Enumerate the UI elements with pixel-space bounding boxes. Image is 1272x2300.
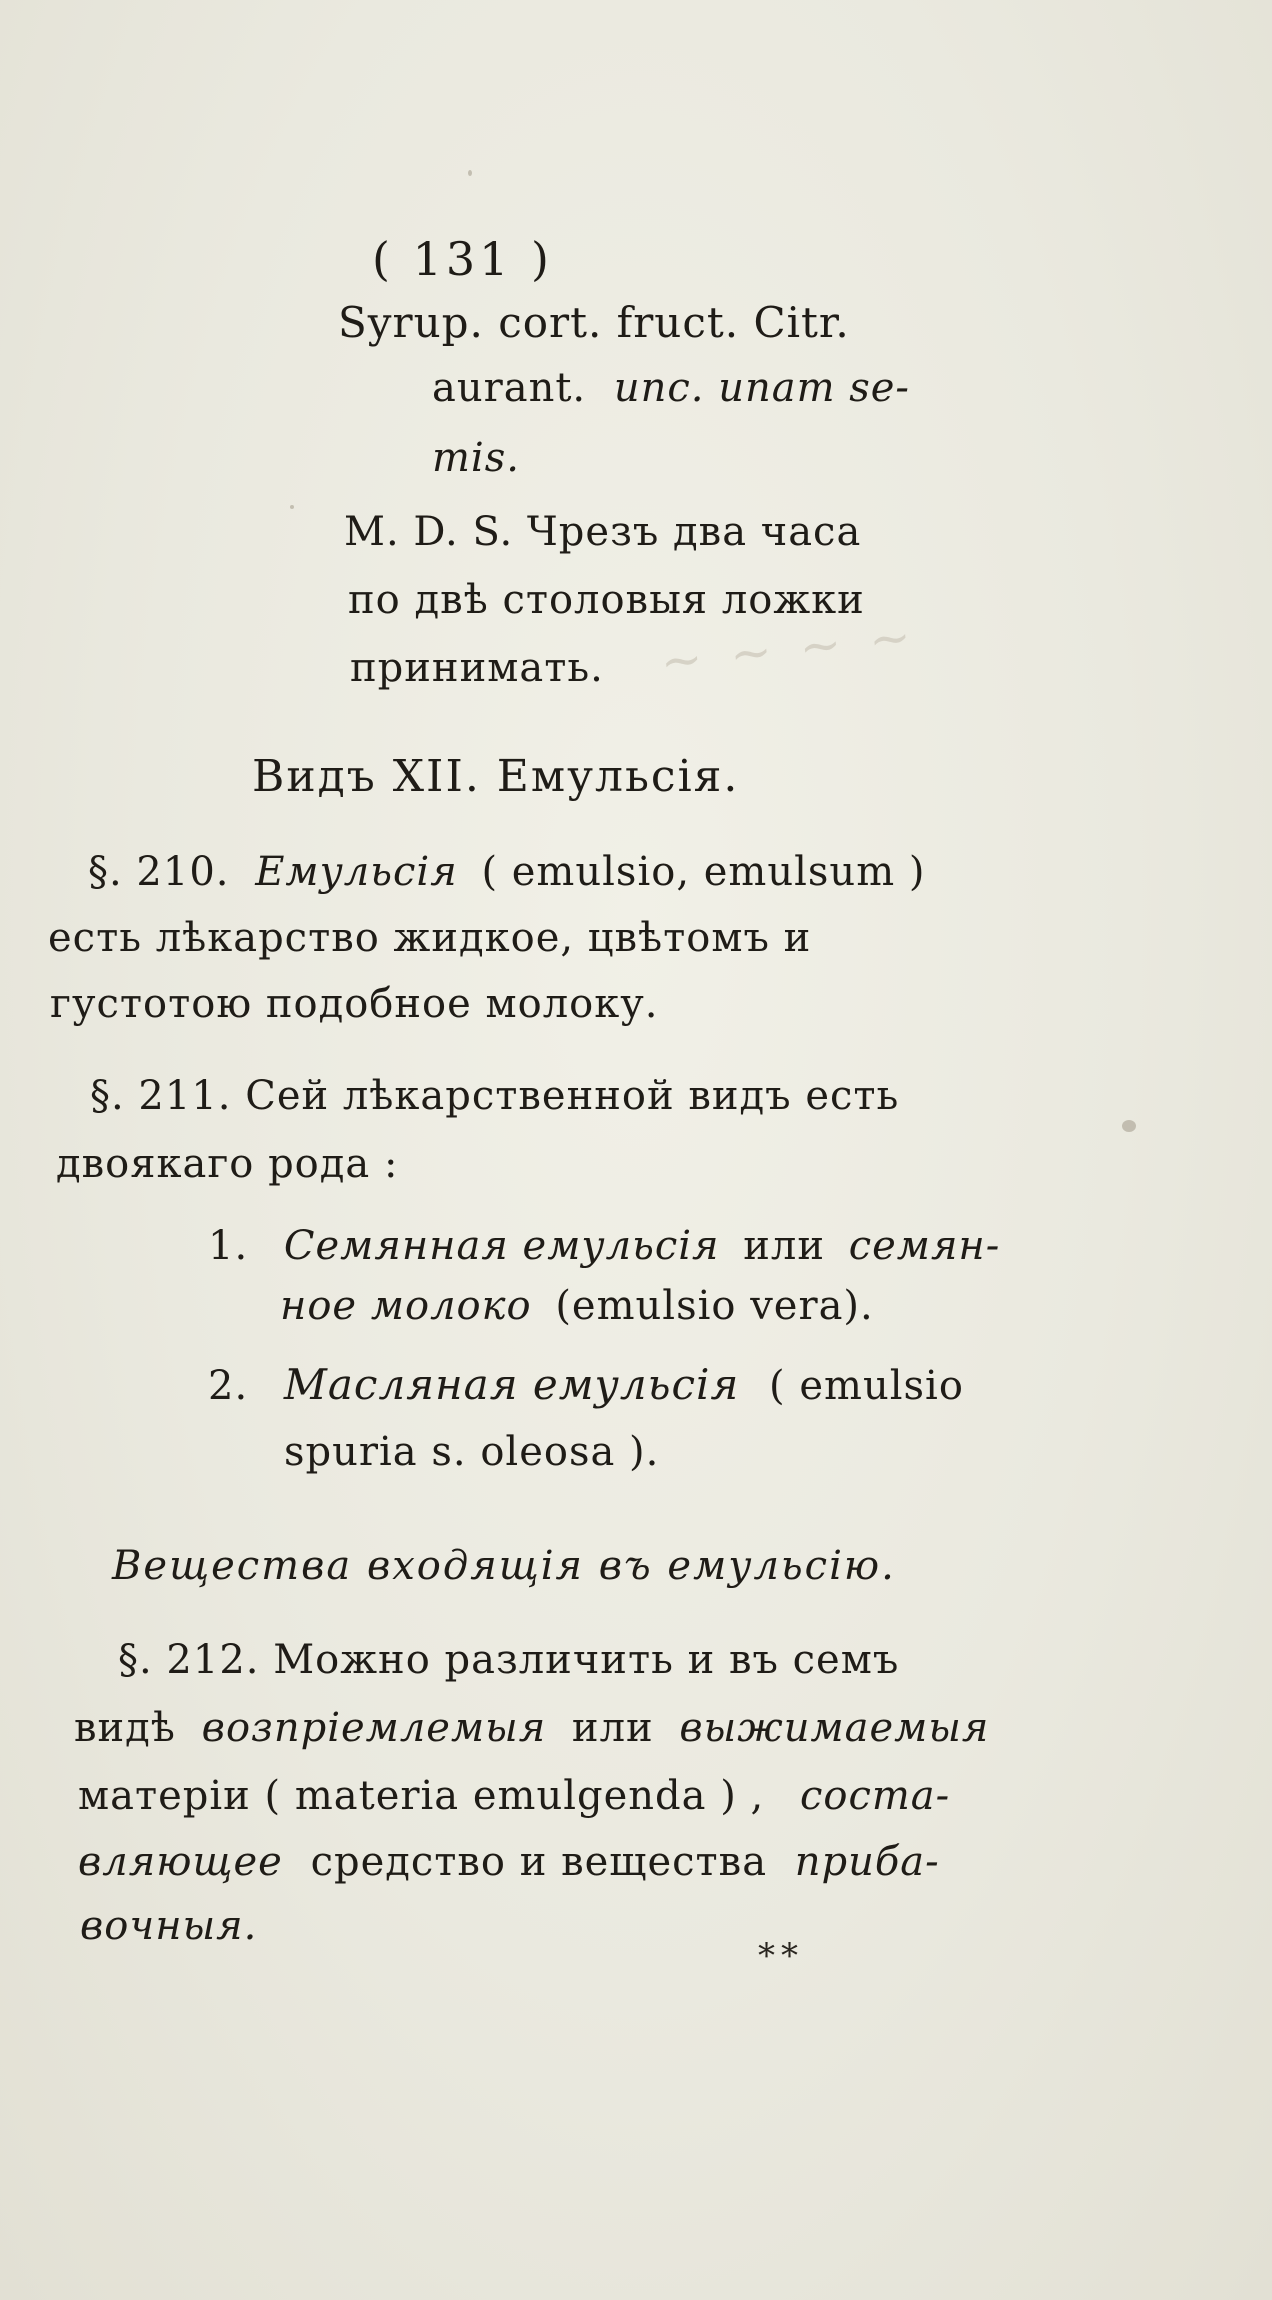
list-number: 1. xyxy=(208,1223,249,1269)
recipe-line-3: mis. xyxy=(432,435,520,481)
subheading: Вещества входящія въ емульсію. xyxy=(112,1543,896,1589)
page-number: ( 131 ) xyxy=(372,232,553,286)
emphasized-term: возпріемлемыя xyxy=(201,1705,547,1751)
recipe-dose: unc. unam se- xyxy=(613,365,910,411)
latin-gloss: (emulsio vera). xyxy=(555,1283,874,1329)
list-item-2-line-2: spuria s. oleosa ). xyxy=(284,1429,660,1475)
paragraph-212-line-2 xyxy=(74,1705,990,1751)
recipe-word: aurant. xyxy=(432,365,587,411)
list-term: Семянная емульсія xyxy=(283,1223,720,1269)
list-number: 2. xyxy=(208,1363,249,1409)
recipe-line-5: по двѣ столовыя ложки xyxy=(348,577,865,623)
paragraph-211-line-1: §. 211. Сей лѣкарственной видъ есть xyxy=(90,1073,900,1119)
ink-speck xyxy=(290,505,294,509)
text-run: средство и вещества xyxy=(310,1839,768,1885)
list-term: ное молоко xyxy=(280,1283,532,1329)
paragraph-210-line-3: густотою подобное молоку. xyxy=(50,981,659,1027)
emphasized-term: вляющее xyxy=(78,1839,283,1885)
list-connector: или xyxy=(743,1223,825,1269)
list-item-1-line-2 xyxy=(280,1283,874,1329)
list-term: Масляная емульсія xyxy=(283,1360,740,1409)
signature-mark: ** xyxy=(758,1936,804,1976)
paragraph-211-line-2: двоякаго рода : xyxy=(56,1141,399,1187)
paragraph-210-line-1 xyxy=(88,849,926,895)
word: или xyxy=(571,1705,654,1751)
list-term-continued: семян- xyxy=(848,1223,1001,1269)
ink-speck xyxy=(468,170,472,176)
list-item-1-line-1 xyxy=(208,1223,1001,1269)
section-heading: Видъ XII. Емульсія. xyxy=(252,751,740,802)
recipe-signa-line: M. D. S. Чрезъ два часа xyxy=(344,509,862,555)
paragraph-212-line-4 xyxy=(78,1839,940,1885)
pencil-marking: ~ ~ ~ ~ xyxy=(657,606,920,692)
latin-gloss: матеріи ( materia emulgenda ) , xyxy=(78,1773,765,1819)
word: видѣ xyxy=(74,1705,176,1751)
latin-gloss: ( emulsio, emulsum ) xyxy=(481,849,926,895)
paragraph-number: §. 210. xyxy=(88,849,230,895)
defined-term: Емульсія xyxy=(255,849,458,895)
emphasized-term: выжимаемыя xyxy=(679,1705,990,1751)
paragraph-212-line-1: §. 212. Можно различить и въ семъ xyxy=(118,1637,900,1683)
ink-spot xyxy=(1122,1120,1136,1132)
latin-gloss: ( emulsio xyxy=(769,1363,964,1409)
paragraph-212-line-3 xyxy=(78,1773,951,1819)
emphasized-term: приба- xyxy=(794,1839,940,1885)
list-item-2-line-1 xyxy=(208,1360,964,1409)
recipe-line-6: принимать. xyxy=(350,645,604,691)
paragraph-210-line-2: есть лѣкарство жидкое, цвѣтомъ и xyxy=(48,915,812,961)
recipe-line-1: Syrup. cort. fruct. Citr. xyxy=(338,298,850,347)
show-through xyxy=(0,340,120,460)
recipe-line-2 xyxy=(432,365,910,411)
paragraph-212-line-5: вочныя. xyxy=(80,1903,258,1949)
emphasized-term: соста- xyxy=(799,1773,951,1819)
